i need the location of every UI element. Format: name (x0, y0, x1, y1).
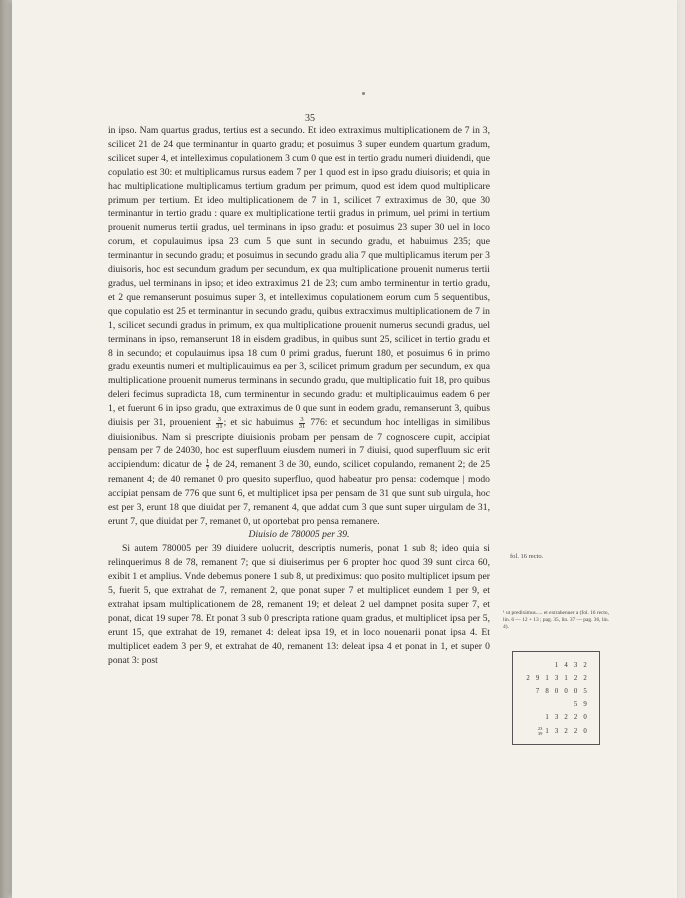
book-spine (0, 0, 12, 898)
paragraph-1-part-3: 776: et secundum hoc intelligas in similibus diuisionibus. Nam si prescripte diuisionis probam per pensam de 7 cognoscere cupit, accipiat pensam per 7 de 24030, hoc est superfluum eiusdem numeri in 7 diuisi, quod superfluum sic erit accipiendum: dicatur de (108, 417, 491, 471)
fraction-1: $\frac{3}{31}$ (216, 415, 223, 431)
main-text (108, 124, 490, 668)
box-row-1: 1 4 3 2 (554, 662, 589, 669)
ink-speck (362, 92, 365, 95)
box-row-5: 1 3 2 2 0 (545, 714, 589, 721)
paragraph-1-part-2: ; et sic habuimus (223, 417, 294, 429)
section-heading: Diuisio de 780005 per 39. (248, 529, 350, 541)
fraction-3: $\frac{1}{7}$ (205, 457, 210, 473)
box-row-4: 5 9 (573, 701, 589, 708)
fraction-2: $\frac{3}{31}$ (298, 415, 306, 431)
page-number: 35 (305, 113, 315, 124)
paragraph-1-part-1: in ipso. Nam quartus gradus, tertius est a secundo. Et ideo extraximus multiplicationem de 7 in 3, scilicet 21 de 24 que terminantur in quarto gradu; et posuimus 3 super eundem quartum gradum, scilicet super 4, et intelleximus copulationem 3 cum 0 que est in tertio gradu numeri diuidendi, que copulatio est 30: et multiplicamus rursus eadem 7 per 1 quod est in ipso gradu diuisoris; et quia in hac multiplicatione multiplicamus tertium gradum per primum, quod est idem quod multiplicare primum per tertium. Et ideo multiplicationem de 7 in 1, scilicet 7 extraximus de 30, que 30 terminantur in tertio gradu : quare ex multiplicatione tertii gradus in primum, uel primi in tertium prouenit numerus tertii gradus, uel terminans in ipso gradu: et posuimus 23 super 30 uel in loco corum, et copulauimus ipsa 23 cum 5 que sunt in secundo gradu, et habuimus 235; que terminantur in secundo gradu; et posuimus in secundo gradu alia 7 que multiplicamus iterum per 3 diuisoris, hoc est secundum gradum per secundum, ex qua multiplicatione prouenit numerus tertii gradus, uel terminans in ipso; et ideo extraximus 21 de 23; cum ambo terminentur in tertio gradu, et 2 que remanserunt posuimus super 3, et intelleximus copulationem eorum cum 5 sequentibus, que copulatio est 25 et terminantur in secundo gradu, quibus extracximus multiplicationem de 7 in 1, scilicet secundi gradus in primum, ex qua multiplicatione prouenit numerus secundi gradus, uel terminans in ipso, remanserunt 18 in eisdem gradibus, in quibus sunt 25, scilicet in tertio gradu et 8 in secundo; et copulauimus ipsa 18 cum 0 primi gradus, fuerunt 180, et posuimus 6 in primo gradu exeuntis numeri et multiplicauimus ea per 3, scilicet primum gradum per secundum, ex qua multiplicatione prouenit numerus terminans in secundo gradu, que multiplicatio fuit 18, pro quibus deleri fecimus supradicta 18, cum terminentur in secundo gradu: et multiplicauimus eadem 6 per 1, et fuerunt 6 in ipso gradu, que extraximus de 0 que sunt in eodem gradu, remanserunt 3, quibus diuisis per 31, prouenient (108, 125, 490, 429)
box-row-6 (538, 727, 589, 736)
box-fraction: 23 39 (537, 726, 543, 736)
paragraph-1 (108, 124, 490, 528)
paragraph-1-part-4: de 24, remanent 3 de 30, eundo, scilicet copulando, remanent 2; de 25 remanent 4; de 40 remanet 0 pro quesito superfluo, quod habeatur pro pensa: codemque | modo accipiat pensam de 776 que sunt 6, et multiplicet ipsa per pensam de 31 que sunt sub uirgula, hoc est per 3, erunt 18 que diuidat per 7, remanent 4, que addat cum 3 que sunt super uirgulam de 31, erunt 7, que diuidat per 7, remanet 0, ut oportebat pro pensa remanere. (108, 459, 491, 527)
computation-box (512, 651, 600, 745)
margin-folio-note: fol. 16 recto. (510, 553, 544, 560)
paragraph-2: Si autem 780005 per 39 diuidere uolucrit, descriptis numeris, ponat 1 sub 8; ideo quia si relinquerimus 8 de 78, remanent 7; que si diuiserimus per 6 propter hoc quod 39 sunt circa 60, exibit 1 et amplius. Vnde debemus ponere 1 sub 8, ut prediximus: quo posito multiplicet ipsum per 5, fuerit 5, que extrahat de 7, remanent 2, que ponat super 7 et multiplicet eundem 1 per 9, et extrahat ipsam multiplicationem de 28, remanent 19; et deleat 2 uel dampnet posita super 7, et ponat, dicat 19 super 78. Et ponat 3 sub 0 prescripta ratione quam gradus, et multiplicet ipsa per 5, erunt 15, que extrahat de 19, remanet 4: deleat ipsa 19, et in loco nouenarii ponat ipsa 4. Et multiplicet eadem 3 per 9, et extrahat de 40, remanent 13: deleat ipsa 4 et ponat in 1, et super 0 ponat 3: post (108, 543, 490, 666)
margin-footnote: ¹ ut prediximus..... et extrahenuer a (fol. 16 recto, lin. 6 — 12 + 13 ; pag. 35, lin. 37 — pag. 36, lin. 4). (503, 610, 609, 631)
box-row-2: 2 9 1 3 1 2 2 (526, 675, 589, 682)
box-row-6-value: 1 3 2 2 0 (545, 728, 589, 736)
box-row-3: 7 8 0 0 0 5 (535, 688, 589, 695)
